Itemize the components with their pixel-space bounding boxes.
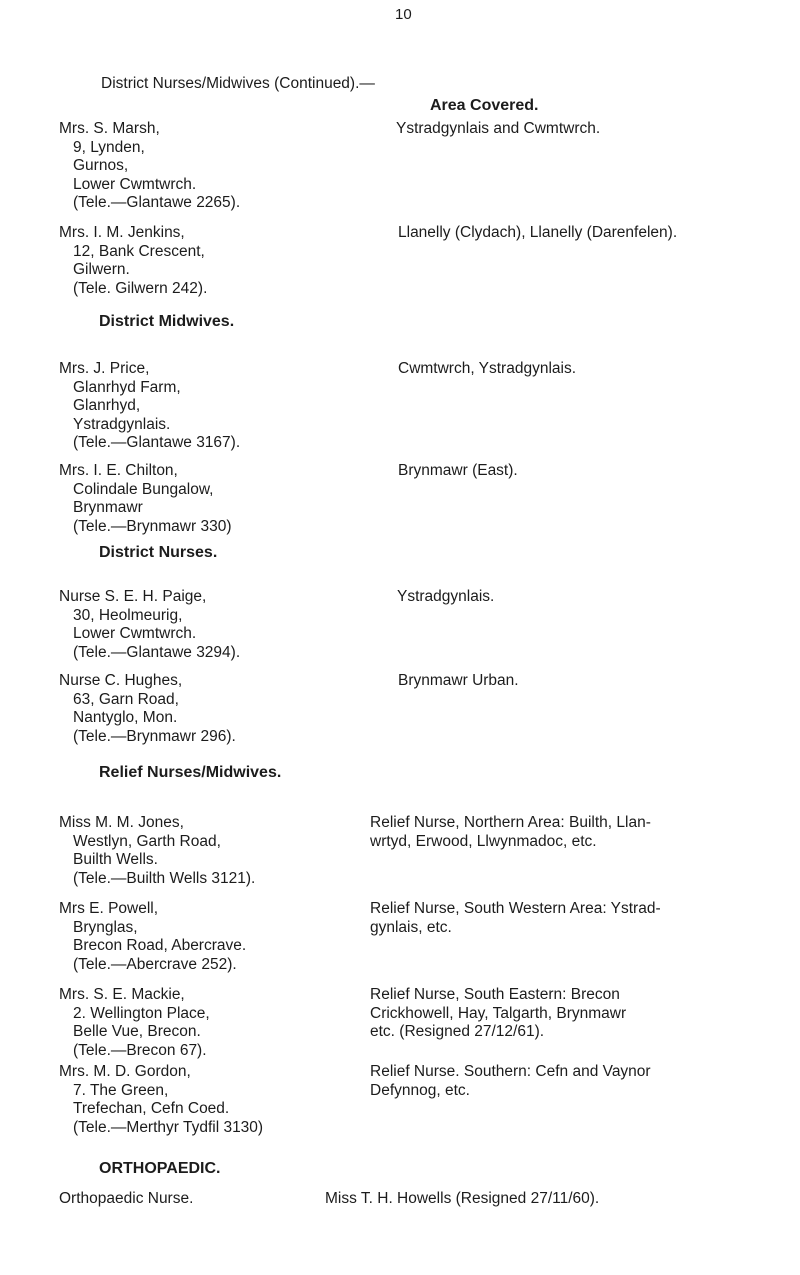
area-line: Crickhowell, Hay, Talgarth, Brynmawr [370, 1004, 627, 1022]
area-paige: Ystradgynlais. [397, 588, 495, 605]
entry-telephone: (Tele.—Glantawe 3167). [73, 434, 241, 451]
entry-name: Nurse S. E. H. Paige, [59, 588, 207, 605]
entry-marsh [59, 120, 240, 213]
area-line: gynlais, etc. [370, 918, 452, 936]
entry-address: 7. The Green, [73, 1081, 169, 1099]
relief-nurses-heading: Relief Nurses/Midwives. [99, 764, 282, 781]
area-line: etc. (Resigned 27/12/61). [370, 1023, 545, 1040]
entry-name: Nurse C. Hughes, [59, 672, 183, 689]
orthopaedic-role: Orthopaedic Nurse. [59, 1190, 194, 1207]
entry-address: Glanrhyd Farm, [73, 378, 181, 396]
entry-name: Mrs. S. E. Mackie, [59, 986, 185, 1003]
entry-telephone: (Tele.—Merthyr Tydfil 3130) [73, 1118, 264, 1136]
area-covered-heading: Area Covered. [430, 97, 539, 114]
area-marsh: Ystradgynlais and Cwmtwrch. [396, 120, 601, 137]
entry-telephone: (Tele.—Builth Wells 3121). [73, 869, 256, 887]
entry-telephone: (Tele.—Abercrave 252). [73, 955, 237, 973]
area-line: Relief Nurse, South Eastern: Brecon [370, 986, 620, 1003]
entry-address: Colindale Bungalow, [73, 480, 214, 498]
area-line: Relief Nurse, Northern Area: Builth, Llan- [370, 814, 651, 831]
entry-telephone: (Tele.—Brynmawr 330) [73, 517, 232, 535]
entry-paige [59, 588, 240, 662]
entry-address: 9, Lynden, [73, 138, 145, 156]
entry-name: Mrs. I. M. Jenkins, [59, 224, 185, 241]
entry-address: Brynmawr [73, 499, 143, 516]
entry-address: 63, Garn Road, [73, 690, 179, 708]
entry-address: Belle Vue, Brecon. [73, 1023, 201, 1040]
entry-address: Ystradgynlais. [73, 415, 171, 433]
entry-name: Miss M. M. Jones, [59, 814, 184, 831]
entry-price [59, 360, 240, 453]
entry-jones [59, 814, 255, 888]
area-line: Relief Nurse, South Western Area: Ystrad- [370, 900, 661, 917]
entry-address: Westlyn, Garth Road, [73, 832, 221, 850]
entry-address: 2. Wellington Place, [73, 1004, 210, 1022]
entry-address: Glanrhyd, [73, 397, 141, 414]
entry-powell [59, 900, 246, 974]
entry-telephone: (Tele.—Brecon 67). [73, 1041, 207, 1059]
entry-telephone: (Tele.—Brynmawr 296). [73, 727, 236, 745]
entry-chilton [59, 462, 232, 536]
entry-address: Gilwern. [73, 261, 130, 278]
area-jenkins: Llanelly (Clydach), Llanelly (Darenfelen). [398, 224, 678, 241]
entry-name: Mrs. I. E. Chilton, [59, 462, 178, 479]
entry-name: Mrs. J. Price, [59, 360, 150, 377]
entry-address: Brecon Road, Abercrave. [73, 937, 247, 954]
entry-address: Nantyglo, Mon. [73, 709, 178, 726]
entry-telephone: (Tele. Gilwern 242). [73, 279, 208, 297]
entry-address: Gurnos, [73, 157, 129, 174]
entry-address: 30, Heolmeurig, [73, 606, 183, 624]
area-jones [370, 814, 651, 851]
entry-name: Mrs. M. D. Gordon, [59, 1063, 191, 1080]
orthopaedic-name: Miss T. H. Howells (Resigned 27/11/60). [325, 1190, 600, 1207]
area-line: Defynnog, etc. [370, 1081, 470, 1099]
entry-address: Lower Cwmtwrch. [73, 625, 197, 642]
section-title-continued: District Nurses/Midwives (Continued).— [101, 75, 375, 92]
entry-hughes [59, 672, 236, 746]
area-price: Cwmtwrch, Ystradgynlais. [398, 360, 577, 377]
entry-gordon [59, 1063, 263, 1137]
entry-address: Brynglas, [73, 918, 138, 936]
area-gordon [370, 1063, 651, 1100]
area-powell [370, 900, 661, 937]
area-hughes: Brynmawr Urban. [398, 672, 519, 689]
entry-mackie [59, 986, 210, 1060]
entry-telephone: (Tele.—Glantawe 3294). [73, 643, 241, 661]
entry-name: Mrs. S. Marsh, [59, 120, 160, 137]
entry-name: Mrs E. Powell, [59, 900, 159, 917]
area-chilton: Brynmawr (East). [398, 462, 518, 479]
area-mackie [370, 986, 626, 1042]
area-line: Relief Nurse. Southern: Cefn and Vaynor [370, 1063, 651, 1080]
entry-address: Lower Cwmtwrch. [73, 175, 197, 193]
entry-jenkins [59, 224, 207, 298]
district-nurses-heading: District Nurses. [99, 544, 218, 561]
entry-telephone: (Tele.—Glantawe 2265). [73, 194, 241, 211]
entry-address: 12, Bank Crescent, [73, 242, 205, 260]
district-midwives-heading: District Midwives. [99, 313, 235, 330]
orthopaedic-heading: ORTHOPAEDIC. [99, 1160, 221, 1177]
area-line: wrtyd, Erwood, Llwynmadoc, etc. [370, 832, 597, 850]
page-number: 10 [395, 6, 412, 23]
entry-address: Builth Wells. [73, 851, 158, 868]
entry-address: Trefechan, Cefn Coed. [73, 1100, 230, 1117]
